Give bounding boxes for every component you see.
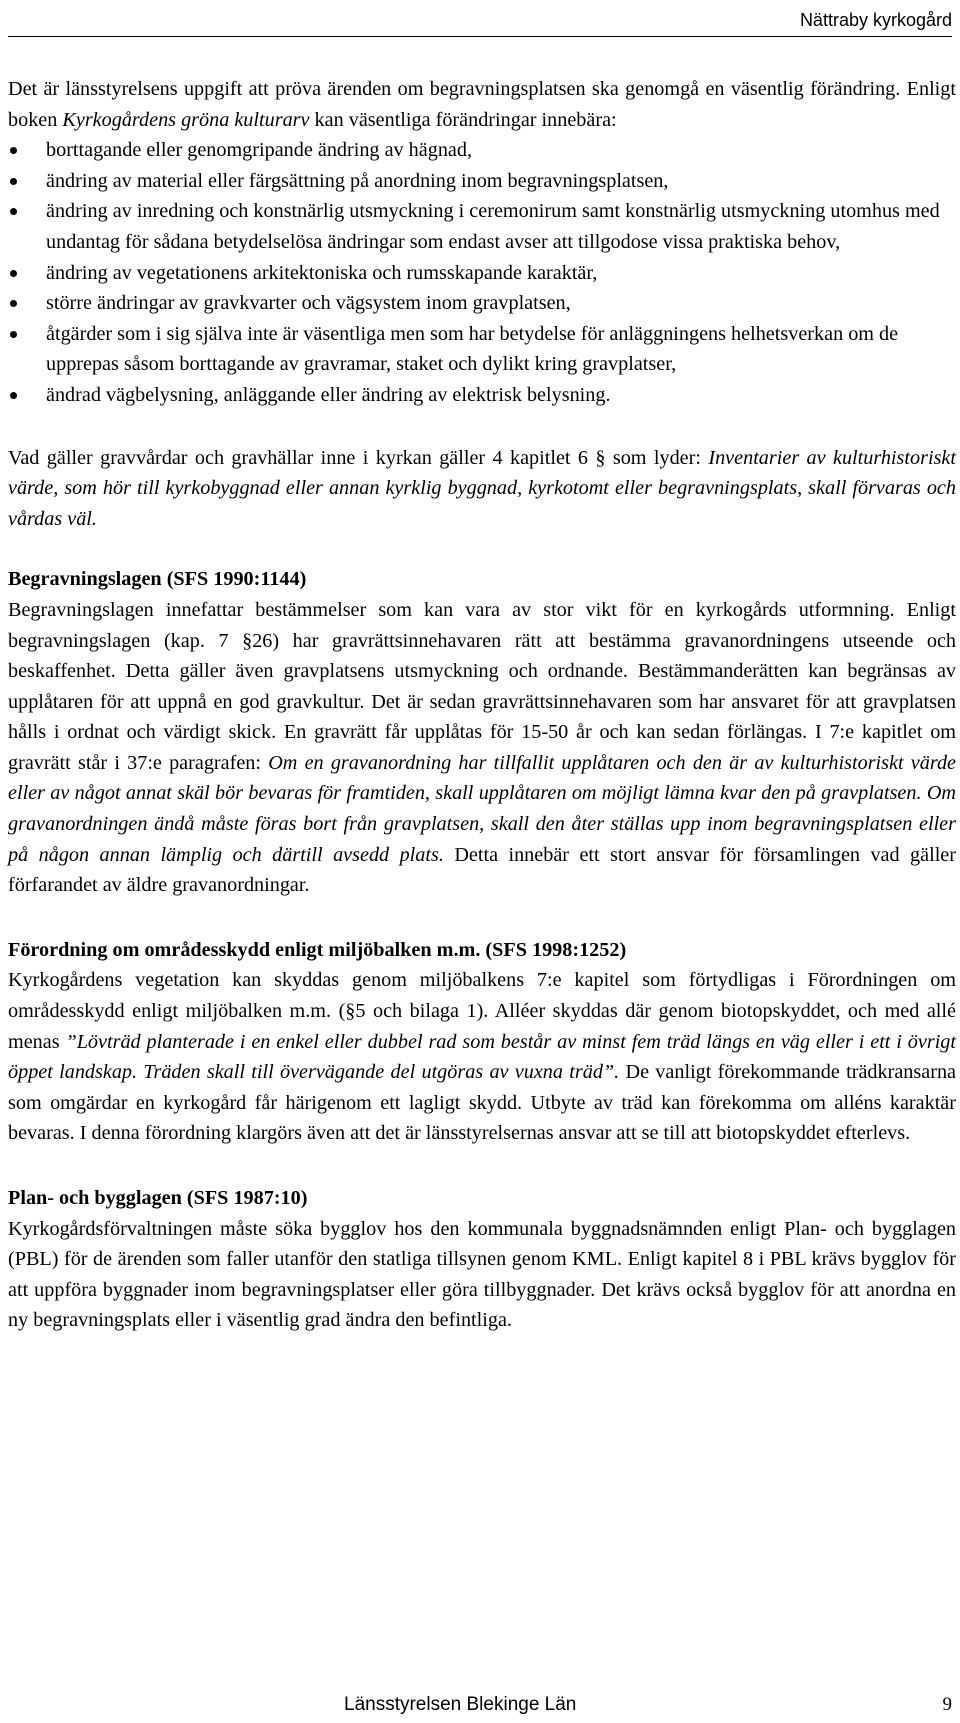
gravvardar-quote: Inventarier av kulturhistoriskt värde, som hör till kyrkobyggnad eller annan kyrklig byggnad, kyrkotomt eller begravningsplats, skall förvaras och vårdas väl. — [8, 446, 956, 530]
gravvardar-text: Vad gäller gravvårdar och gravhällar inne i kyrkan gäller 4 kapitlet 6 § som lyder: — [8, 446, 709, 469]
list-item: åtgärder som i sig själva inte är väsentliga men som har betydelse för anläggningens helhetsverkan om de upprepas såsom borttagande av gravramar, staket och dylikt kring gravplatser, — [8, 319, 956, 380]
header-title: Nättraby kyrkogård — [799, 10, 952, 30]
page-number: 9 — [942, 1694, 952, 1715]
document-body — [8, 74, 956, 1336]
begravningslagen-text-end: Detta innebär ett stort ansvar för församlingen vad gäller förfarandet av äldre gravanordningar. — [8, 843, 956, 897]
omradesskydd-text: Kyrkogårdens vegetation kan skyddas genom miljöbalkens 7:e kapitel som förtydligas i Förordningen om områdesskydd enligt miljöbalken m.m. (§5 och bilaga 1). Alléer skyddas där genom biotopskyddet, och med allé menas — [8, 969, 956, 1053]
gravvardar-paragraph — [8, 443, 956, 535]
section-heading-pbl: Plan- och bygglagen (SFS 1987:10) — [8, 1187, 308, 1209]
page-footer — [0, 1694, 960, 1718]
intro-text-end: kan väsentliga förändringar innebära: — [309, 108, 617, 131]
list-item: ändring av vegetationens arkitektoniska och rumsskapande karaktär, — [8, 258, 956, 289]
list-item: ändring av material eller färgsättning på anordning inom begravningsplatsen, — [8, 166, 956, 197]
section-heading-omradesskydd: Förordning om områdesskydd enligt miljöbalken m.m. (SFS 1998:1252) — [8, 938, 627, 961]
footer-title: Länsstyrelsen Blekinge Län — [344, 1694, 577, 1715]
list-item: ändring av inredning och konstnärlig utsmyckning i ceremonirum samt konstnärlig utsmyckning utomhus med undantag för sådana betydelselösa ändringar som endast avser att tillgodose vissa praktiska behov, — [8, 196, 956, 257]
begravningslagen-text: Begravningslagen innefattar bestämmelser som kan vara av stor vikt för en kyrkogårds utformning. Enligt begravningslagen (kap. 7 §26) har gravrättsinnehavaren rätt att bestämma gravanordningens utseende och beskaffenhet. Detta gäller även gravplatsens utsmyckning och ordnande. Bestämmanderätten kan begränsas av upplåtaren för att uppnå en god gravkultur. Det är sedan gravrättsinnehavaren som har ansvaret för att gravplatsen hålls i ordnat och värdigt skick. En gravrätt får upplåtas för 15-50 år och kan sedan förlängas. I 7:e kapitlet om gravrätt står i 37:e paragrafen: — [8, 598, 956, 774]
book-title: Kyrkogårdens gröna kulturarv — [62, 108, 310, 131]
intro-paragraph — [8, 74, 956, 135]
section-heading-begravningslagen: Begravningslagen (SFS 1990:1144) — [8, 568, 307, 591]
omradesskydd-paragraph — [8, 965, 956, 1149]
list-item: borttagande eller genomgripande ändring av hägnad, — [8, 135, 956, 166]
change-list — [8, 135, 956, 410]
list-item: ändrad vägbelysning, anläggande eller ändring av elektrisk belysning. — [8, 380, 956, 411]
omradesskydd-quote: ”Lövträd planterade i en enkel eller dubbel rad som består av minst fem träd längs en väg eller i ett i övrigt öppet landskap. Träden skall till övervägande del utgöras av vuxna träd”. — [8, 1030, 956, 1084]
begravningslagen-paragraph — [8, 595, 956, 901]
omradesskydd-text-end: De vanligt förekommande trädkransarna som omgärdar en kyrkogård får härigenom ett lagligt skydd. Utbyte av träd kan förekomma om alléns karaktär bevaras. I denna förordning klargörs även att det är länsstyrelsernas ansvar att se till att biotopskyddet efterlevs. — [8, 1061, 956, 1145]
page-header — [8, 6, 952, 37]
pbl-paragraph: Kyrkogårdsförvaltningen måste söka bygglov hos den kommunala byggnadsnämnden enligt Plan- och bygglagen (PBL) för de ärenden som faller utanför den statliga tillsynen genom KML. Enligt kapitel 8 i PBL krävs bygglov för att uppföra byggnader inom begravningsplatser eller göra tillbyggnader. Det krävs också bygglov för att anordna en ny begravningsplats eller i väsentlig grad ändra den befintliga. — [8, 1217, 956, 1332]
begravningslagen-quote: Om en gravanordning har tillfallit upplåtaren och den är av kulturhistoriskt värde eller av något annat skäl bör bevaras för framtiden, skall upplåtaren om möjligt lämna kvar den på gravplatsen. Om gravanordningen ändå måste föras bort från gravplatsen, skall den åter ställas upp inom begravningsplatsen eller på någon annan lämplig och därtill avsedd plats. — [8, 751, 956, 866]
list-item: större ändringar av gravkvarter och vägsystem inom gravplatsen, — [8, 288, 956, 319]
intro-text: Det är länsstyrelsens uppgift att pröva ärenden om begravningsplatsen ska genomgå en väsentlig förändring. Enligt boken — [8, 78, 956, 131]
